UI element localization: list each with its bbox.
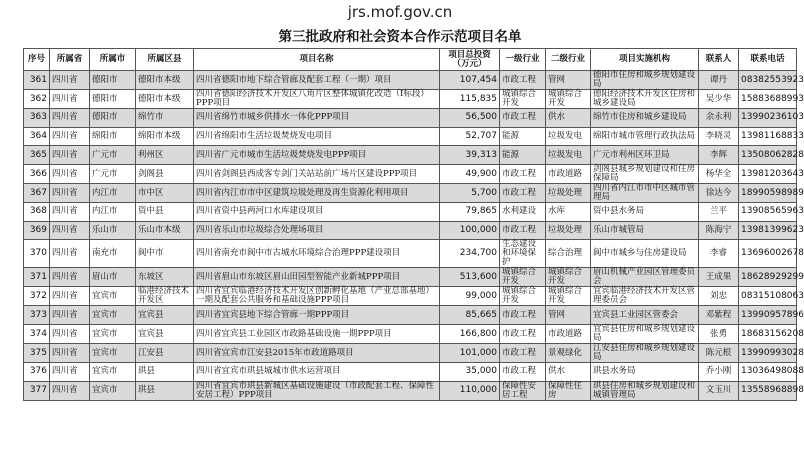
cell-contact: 杨华全 <box>699 165 739 184</box>
cell-province: 四川省 <box>50 240 90 268</box>
cell-province: 四川省 <box>50 287 90 306</box>
cell-city: 乐山市 <box>90 221 136 240</box>
table-row <box>24 184 797 203</box>
cell-city: 眉山市 <box>90 268 136 287</box>
cell-seq: 362 <box>24 90 50 109</box>
cell-industry1: 能源 <box>500 127 546 146</box>
cell-project-name: 四川省南充市阆中市古城水环境综合治理PPP建设项目 <box>194 240 440 268</box>
cell-province: 四川省 <box>50 109 90 128</box>
cell-county: 绵阳市本级 <box>136 127 194 146</box>
cell-province: 四川省 <box>50 306 90 325</box>
cell-project-name: 四川省广元市城市生活垃圾焚烧发电PPP项目 <box>194 146 440 165</box>
cell-project-name: 四川省宜宾市珙县新城区基础设施建设（市政配套工程、保障性安居工程）PPP项目 <box>194 381 440 400</box>
cell-industry2: 管网 <box>546 306 591 325</box>
cell-contact: 乔小刚 <box>699 363 739 382</box>
cell-contact: 李晓灵 <box>699 127 739 146</box>
header-investment: 项目总投资（万元） <box>440 49 500 71</box>
cell-phone: 18628929299 <box>739 268 797 287</box>
cell-province: 四川省 <box>50 127 90 146</box>
cell-investment: 79,865 <box>440 203 500 222</box>
cell-industry1: 市政工程 <box>500 344 546 363</box>
cell-seq: 374 <box>24 325 50 344</box>
cell-phone: 13558968898 <box>739 381 797 400</box>
cell-investment: 101,000 <box>440 344 500 363</box>
cell-agency: 四川省内江市市中区城市管理局 <box>591 184 699 203</box>
cell-county: 资中县 <box>136 203 194 222</box>
cell-industry1: 市政工程 <box>500 165 546 184</box>
cell-city: 内江市 <box>90 184 136 203</box>
cell-industry1: 市政工程 <box>500 184 546 203</box>
cell-agency: 剑阁县城乡规划建设和住房保障局 <box>591 165 699 184</box>
cell-seq: 369 <box>24 221 50 240</box>
cell-province: 四川省 <box>50 381 90 400</box>
cell-province: 四川省 <box>50 165 90 184</box>
cell-industry2: 保障性住房 <box>546 381 591 400</box>
cell-agency: 德阳市住房和城乡规划建设局 <box>591 71 699 90</box>
cell-county: 珙县 <box>136 381 194 400</box>
header-county: 所属区县 <box>136 49 194 71</box>
cell-county: 宜宾县 <box>136 306 194 325</box>
cell-agency: 绵阳市城市管理行政执法局 <box>591 127 699 146</box>
cell-province: 四川省 <box>50 90 90 109</box>
table-row <box>24 325 797 344</box>
cell-industry1: 市政工程 <box>500 306 546 325</box>
cell-phone: 13036498088 <box>739 363 797 382</box>
cell-contact: 王成果 <box>699 268 739 287</box>
table-row <box>24 221 797 240</box>
table-row <box>24 165 797 184</box>
header-contact: 联系人 <box>699 49 739 71</box>
cell-agency: 广元市利州区环卫局 <box>591 146 699 165</box>
cell-city: 广元市 <box>90 165 136 184</box>
cell-investment: 52,707 <box>440 127 500 146</box>
cell-city: 南充市 <box>90 240 136 268</box>
cell-industry2: 城镇综合开发 <box>546 287 591 306</box>
cell-city: 德阳市 <box>90 71 136 90</box>
cell-industry2: 垃圾处理 <box>546 184 591 203</box>
cell-city: 内江市 <box>90 203 136 222</box>
cell-project-name: 四川省资中县两河口水库建设项目 <box>194 203 440 222</box>
cell-industry2: 水库 <box>546 203 591 222</box>
cell-phone: 08315108063 <box>739 287 797 306</box>
cell-project-name: 四川省德阳市地下综合管廊及配套工程（一期）项目 <box>194 71 440 90</box>
table-header-row <box>24 49 797 71</box>
table-row <box>24 287 797 306</box>
cell-province: 四川省 <box>50 344 90 363</box>
cell-industry2: 供水 <box>546 363 591 382</box>
cell-county: 临港经济技术开发区 <box>136 287 194 306</box>
cell-city: 广元市 <box>90 146 136 165</box>
cell-investment: 234,700 <box>440 240 500 268</box>
cell-county: 绵竹市 <box>136 109 194 128</box>
cell-industry1: 市政工程 <box>500 363 546 382</box>
table-row <box>24 146 797 165</box>
cell-industry1: 城镇综合开发 <box>500 90 546 109</box>
cell-phone: 13990236103 <box>739 109 797 128</box>
cell-seq: 371 <box>24 268 50 287</box>
cell-project-name: 四川省乐山市垃圾综合处理场项目 <box>194 221 440 240</box>
header-province: 所属省 <box>50 49 90 71</box>
cell-city: 绵阳市 <box>90 127 136 146</box>
document-title: 第三批政府和社会资本合作示范项目名单 <box>278 29 522 45</box>
cell-county: 江安县 <box>136 344 194 363</box>
cell-industry1: 保障性安居工程 <box>500 381 546 400</box>
cell-investment: 39,313 <box>440 146 500 165</box>
cell-industry1: 城镇综合开发 <box>500 287 546 306</box>
table-row <box>24 90 797 109</box>
cell-phone: 13981168833 <box>739 127 797 146</box>
cell-seq: 377 <box>24 381 50 400</box>
cell-contact: 徐达今 <box>699 184 739 203</box>
cell-county: 乐山市本级 <box>136 221 194 240</box>
cell-contact: 谭丹 <box>699 71 739 90</box>
cell-province: 四川省 <box>50 221 90 240</box>
table-row <box>24 109 797 128</box>
table-row <box>24 344 797 363</box>
cell-project-name: 四川省宜宾市江安县2015年市政道路项目 <box>194 344 440 363</box>
cell-seq: 375 <box>24 344 50 363</box>
cell-province: 四川省 <box>50 71 90 90</box>
table-row <box>24 268 797 287</box>
cell-industry1: 市政工程 <box>500 221 546 240</box>
cell-county: 阆中市 <box>136 240 194 268</box>
cell-project-name: 四川省内江市市中区建筑垃圾处理及再生资源化利用项目 <box>194 184 440 203</box>
cell-project-name: 四川省宜宾县地下综合管廊一期PPP项目 <box>194 306 440 325</box>
cell-county: 德阳市本级 <box>136 71 194 90</box>
cell-city: 宜宾市 <box>90 287 136 306</box>
cell-investment: 513,600 <box>440 268 500 287</box>
table-row <box>24 127 797 146</box>
table-row <box>24 306 797 325</box>
cell-city: 宜宾市 <box>90 381 136 400</box>
cell-contact: 邓紫程 <box>699 306 739 325</box>
cell-phone: 15883688993 <box>739 90 797 109</box>
cell-industry1: 生态建设和环境保护 <box>500 240 546 268</box>
cell-investment: 5,700 <box>440 184 500 203</box>
cell-industry2: 城镇综合开发 <box>546 268 591 287</box>
table-row <box>24 381 797 400</box>
table-row <box>24 363 797 382</box>
cell-agency: 阆中市城乡与住房建设局 <box>591 240 699 268</box>
cell-phone: 13908565963 <box>739 203 797 222</box>
cell-phone: 08382553923 <box>739 71 797 90</box>
cell-agency: 德阳经济技术开发区住房和城乡建设局 <box>591 90 699 109</box>
cell-industry1: 市政工程 <box>500 325 546 344</box>
cell-project-name: 四川省眉山市东坡区眉山田园型智能产业新城PPP项目 <box>194 268 440 287</box>
cell-industry2: 供水 <box>546 109 591 128</box>
header-city: 所属市 <box>90 49 136 71</box>
header-project-name: 项目名称 <box>194 49 440 71</box>
cell-industry2: 管网 <box>546 71 591 90</box>
table-body <box>24 70 804 401</box>
cell-industry2: 市政道路 <box>546 325 591 344</box>
cell-industry2: 垃圾处理 <box>546 221 591 240</box>
cell-agency: 珙县水务局 <box>591 363 699 382</box>
cell-investment: 49,900 <box>440 165 500 184</box>
cell-agency: 眉山机械产业园区管理委员会 <box>591 268 699 287</box>
cell-city: 德阳市 <box>90 90 136 109</box>
cell-investment: 110,000 <box>440 381 500 400</box>
cell-investment: 100,000 <box>440 221 500 240</box>
cell-contact: 吴少华 <box>699 90 739 109</box>
cell-project-name: 四川省剑阁县西成客专剑门关站站前广场片区建设PPP项目 <box>194 165 440 184</box>
cell-seq: 370 <box>24 240 50 268</box>
cell-agency: 宜宾县工业园区管委会 <box>591 306 699 325</box>
project-table-container <box>23 48 804 401</box>
cell-contact: 兰平 <box>699 203 739 222</box>
cell-county: 剑阁县 <box>136 165 194 184</box>
cell-industry2: 垃圾发电 <box>546 127 591 146</box>
cell-investment: 85,665 <box>440 306 500 325</box>
cell-project-name: 四川省绵竹市城乡供排水一体化PPP项目 <box>194 109 440 128</box>
cell-city: 宜宾市 <box>90 344 136 363</box>
table-row <box>24 203 797 222</box>
cell-industry1: 水利建设 <box>500 203 546 222</box>
cell-agency: 宜宾县住房和城乡规划建设局 <box>591 325 699 344</box>
cell-contact: 李睿 <box>699 240 739 268</box>
cell-contact: 余永利 <box>699 109 739 128</box>
cell-seq: 373 <box>24 306 50 325</box>
cell-county: 德阳市本级 <box>136 90 194 109</box>
browser-url-bar[interactable] <box>0 0 800 24</box>
cell-investment: 166,800 <box>440 325 500 344</box>
cell-province: 四川省 <box>50 325 90 344</box>
cell-agency: 宜宾临港经济技术开发区管理委员会 <box>591 287 699 306</box>
cell-county: 宜宾县 <box>136 325 194 344</box>
cell-project-name: 四川省德阳经济技术开发区八角片区整体城镇化改造（Ⅰ标段）PPP项目 <box>194 90 440 109</box>
cell-industry1: 城镇综合开发 <box>500 268 546 287</box>
cell-industry1: 能源 <box>500 146 546 165</box>
cell-seq: 368 <box>24 203 50 222</box>
cell-phone: 13990957896 <box>739 306 797 325</box>
cell-project-name: 四川省绵阳市生活垃圾焚烧发电项目 <box>194 127 440 146</box>
header-agency: 项目实施机构 <box>591 49 699 71</box>
cell-agency: 资中县水务局 <box>591 203 699 222</box>
cell-city: 宜宾市 <box>90 325 136 344</box>
cell-investment: 107,454 <box>440 71 500 90</box>
cell-seq: 361 <box>24 71 50 90</box>
cell-industry2: 综合治理 <box>546 240 591 268</box>
cell-city: 宜宾市 <box>90 363 136 382</box>
cell-contact: 李辉 <box>699 146 739 165</box>
cell-county: 市中区 <box>136 184 194 203</box>
cell-investment: 35,000 <box>440 363 500 382</box>
table-row <box>24 240 797 268</box>
cell-phone: 13981399623 <box>739 221 797 240</box>
cell-county: 利州区 <box>136 146 194 165</box>
cell-project-name: 四川省宜宾临港经济技术开发区创新孵化基地（产业总部基地）一期及配套公共服务和基础设施PPP项目 <box>194 287 440 306</box>
cell-phone: 13696002678 <box>739 240 797 268</box>
cell-seq: 365 <box>24 146 50 165</box>
cell-city: 宜宾市 <box>90 306 136 325</box>
cell-province: 四川省 <box>50 146 90 165</box>
header-seq: 序号 <box>24 49 50 71</box>
header-industry2: 二级行业 <box>546 49 591 71</box>
cell-industry2: 市政道路 <box>546 165 591 184</box>
cell-industry2: 景观绿化 <box>546 344 591 363</box>
cell-county: 珙县 <box>136 363 194 382</box>
table-row <box>24 71 797 90</box>
cell-project-name: 四川省宜宾县工业园区市政路基础设施一期PPP项目 <box>194 325 440 344</box>
cell-seq: 367 <box>24 184 50 203</box>
cell-phone: 18990598989 <box>739 184 797 203</box>
url-text: jrs.mof.gov.cn <box>347 3 453 21</box>
cell-contact: 陈元根 <box>699 344 739 363</box>
cell-investment: 56,500 <box>440 109 500 128</box>
cell-contact: 文玉川 <box>699 381 739 400</box>
cell-agency: 乐山市城管局 <box>591 221 699 240</box>
project-table <box>23 48 804 401</box>
cell-investment: 115,835 <box>440 90 500 109</box>
cell-seq: 366 <box>24 165 50 184</box>
cell-agency: 绵竹市住房和城乡建设局 <box>591 109 699 128</box>
cell-seq: 364 <box>24 127 50 146</box>
cell-phone: 13508062828 <box>739 146 797 165</box>
cell-industry1: 市政工程 <box>500 71 546 90</box>
cell-county: 东坡区 <box>136 268 194 287</box>
cell-seq: 372 <box>24 287 50 306</box>
cell-industry2: 垃圾发电 <box>546 146 591 165</box>
cell-seq: 376 <box>24 363 50 382</box>
cell-province: 四川省 <box>50 203 90 222</box>
cell-phone: 18683156208 <box>739 325 797 344</box>
cell-industry1: 市政工程 <box>500 109 546 128</box>
cell-city: 德阳市 <box>90 109 136 128</box>
cell-project-name: 四川省宜宾市珙县城城市供水运营项目 <box>194 363 440 382</box>
cell-industry2: 城镇综合开发 <box>546 90 591 109</box>
cell-agency: 珙县住房和城乡规划建设和城镇管理局 <box>591 381 699 400</box>
cell-phone: 13981203643 <box>739 165 797 184</box>
cell-phone: 13990993028 <box>739 344 797 363</box>
header-industry1: 一级行业 <box>500 49 546 71</box>
cell-seq: 363 <box>24 109 50 128</box>
cell-contact: 张勇 <box>699 325 739 344</box>
cell-province: 四川省 <box>50 363 90 382</box>
cell-province: 四川省 <box>50 268 90 287</box>
cell-investment: 99,000 <box>440 287 500 306</box>
cell-contact: 刘忠 <box>699 287 739 306</box>
cell-contact: 陈海宁 <box>699 221 739 240</box>
header-phone: 联系电话 <box>739 49 797 71</box>
cell-province: 四川省 <box>50 184 90 203</box>
cell-agency: 江安县住房和城乡规划建设局 <box>591 344 699 363</box>
